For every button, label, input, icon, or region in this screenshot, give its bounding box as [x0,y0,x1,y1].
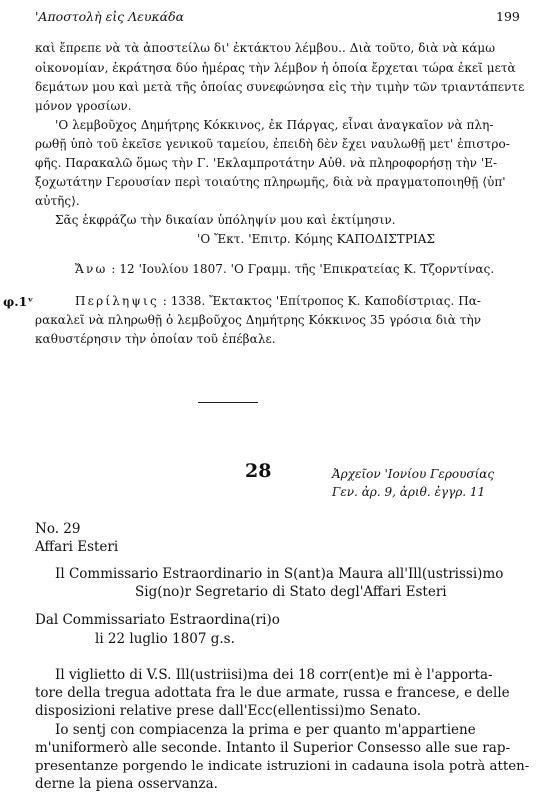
running-title: 'Αποστολὴ εἰς Λευκάδα [35,9,185,24]
body-line: Il viglietto di V.S. Ill(ustriisi)ma dei 18 corr(ent)e mi è l'apporta- [55,667,493,683]
page-number: 199 [496,9,520,24]
address-line: Sig(no)r Segretario di Stato degl'Affari Esteri [135,584,447,600]
endorsement-text: : 12 'Ιουλίου 1807. 'Ο Γραμμ. τῆς 'Επικρατείας Κ. Τζορντίνας. [111,262,495,276]
summary-text: : 1338. Ἔκτακτος 'Επίτροπος Κ. Καποδίστριας. Πα- [162,294,481,308]
date-line: li 22 luglio 1807 g.s. [95,631,235,647]
body-line: disposizioni relative prese dall'Ecc(ellentissi)mo Senato. [35,703,422,719]
endorsement-label: Ἄνω [75,262,108,276]
body-line: Io sentj con compiacenza la prima e per quanto m'appartiene [55,722,476,738]
greek-text-line: ξοχωτάτην Γερουσίαν περὶ τοιαύτης πληρωμῆς, διὰ νὰ πραγματοποιηθῇ ⟨ὑπ' [35,175,506,189]
greek-text-line: καὶ ἔπρεπε νὰ τὰ ἀποστείλω δι' ἐκτάκτου λέμβου.. Διὰ τοῦτο, διὰ νὰ κάμω [35,41,496,55]
summary-line: ρακαλεῖ νὰ πληρωθῇ ὁ λεμβοῦχος Δημήτρης Κόκκινος 35 γρόσια διὰ τὴν [35,313,482,327]
archive-source-line: Ἀρχεῖον 'Ιονίου Γερουσίας [332,467,495,481]
document-number: 28 [245,460,272,482]
greek-text-line: φῆς. Παρακαλῶ ὅμως τὴν Γ. 'Εκλαμπροτάτην Αὐθ. νὰ πληροφορήσῃ τὴν 'Ε- [35,156,498,170]
document-no: No. 29 [35,521,81,537]
section-divider [198,402,258,403]
greek-text-line: δεμάτων μου καὶ μετὰ τῆς ὁποίας συνεφώνησα εἰς τὴν τιμὴν τῶν τριαντάπεντε [35,80,525,94]
body-line: tore della tregua adottata fra le due armate, russa e francese, e delle [35,685,510,701]
greek-text-line: Σᾶς ἐκφράζω τὴν δικαίαν ὑπόληψίν μου καὶ ἐκτίμησιν. [55,213,396,227]
summary-line [75,294,481,308]
greek-text-line: αὐτῆς⟩. [35,194,80,208]
greek-text-line: μόνον γροσίων. [35,99,132,113]
address-line: Il Commissario Estraordinario in S(ant)a Maura all'Ill(ustrissi)mo [55,566,504,582]
signature: 'Ο Ἔκτ. 'Επιτρ. Κόμης ΚΑΠΟΔΙΣΤΡΙΑΣ [197,232,435,246]
body-line: presentanze porgendo le indicate istruzioni in cadauna isola potrà atten- [35,759,530,774]
greek-text-line: οἰκονομίαν, ἐκράτησα δύο ἡμέρας τὴν λέμβον ἡ ὁποία ἔρχεται τώρα ἐκεῖ μετὰ [35,61,516,75]
sender-line: Dal Commissariato Estraordina(ri)o [35,612,280,628]
greek-text-line: ρωθῇ ὑπὸ τοῦ ἐκεῖσε γενικοῦ ταμείου, ἐπειδὴ δὲν ἔχει ναυλωθῇ μετ' ἐπιστρο- [35,137,510,151]
greek-text-line: 'Ο λεμβοῦχος Δημήτρης Κόκκινος, ἐκ Πάργας, εἶναι ἀναγκαῖον νὰ πλη- [55,118,494,132]
archive-reference-line: Γεν. ἀρ. 9, ἀριθ. ἐγγρ. 11 [332,485,486,499]
summary-line: καθυστέρησιν τὴν ὁποίαν τοῦ ἐπέβαλε. [35,332,276,346]
summary-label: Περίληψις [75,294,159,308]
margin-folio: φ.1ᵛ [3,294,34,309]
endorsement-line [75,262,494,276]
office-heading: Affari Esteri [35,539,119,555]
body-line: m'uniformerò alle seconde. Intanto il Superior Consesso alle sue rap- [35,740,511,756]
body-line: derne la piena osservanza. [35,776,218,792]
